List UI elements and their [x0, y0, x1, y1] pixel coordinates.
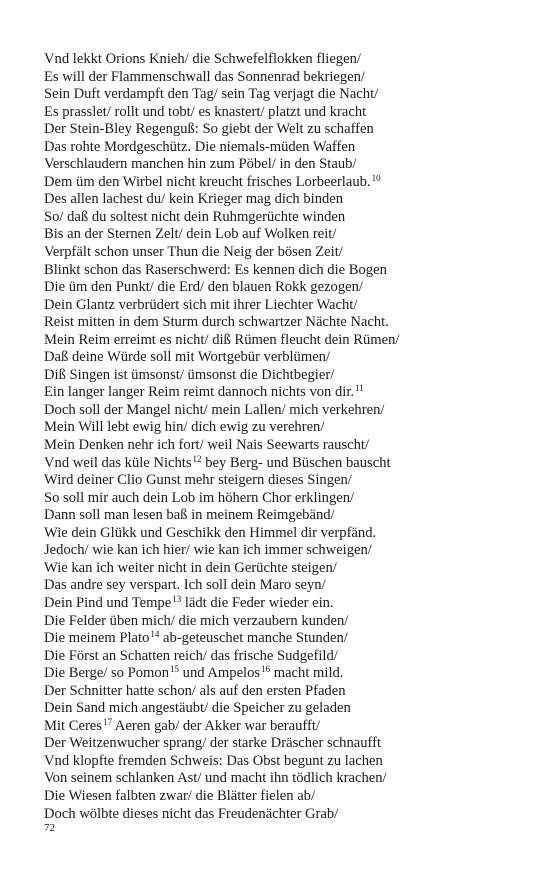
- poem-line: [44, 630, 544, 648]
- line-text: Die üm den Punkt/ die Erd/ den blauen Rokk gezogen/: [44, 279, 363, 296]
- poem-line: [44, 490, 544, 508]
- poem-line: [44, 718, 544, 736]
- poem-line: [44, 806, 544, 824]
- poem-line: [44, 595, 544, 613]
- line-text: Die Wiesen falbten zwar/ die Blätter fielen ab/: [44, 787, 316, 804]
- line-text: Sein Duft verdampft den Tag/ sein Tag verjagt die Nacht/: [44, 86, 379, 103]
- poem-line: [44, 735, 544, 753]
- line-text: Dein Glantz verbrüdert sich mit ihrer Liechter Wacht/: [44, 296, 358, 313]
- footnote-marker: 15: [170, 664, 179, 675]
- poem-line: [44, 384, 544, 402]
- poem-line: [44, 332, 544, 350]
- poem-line: [44, 419, 544, 437]
- line-text: Dem üm den Wirbel nicht kreucht frisches Lorbeerlaub.: [44, 173, 371, 190]
- poem-line: [44, 753, 544, 771]
- line-text: So soll mir auch dein Lob im höhern Chor erklingen/: [44, 489, 355, 506]
- line-text: Das andre sey verspart. Ich soll dein Maro seyn/: [44, 577, 326, 594]
- line-text: Diß Singen ist ümsonst/ ümsonst die Dichtbegier/: [44, 366, 335, 383]
- poem-line: [44, 788, 544, 806]
- line-text: Daß deine Würde soll mit Wortgebür verblümen/: [44, 349, 331, 366]
- line-text: Vnd lekkt Orions Knieh/ die Schwefelflokken fliegen/: [44, 51, 361, 67]
- poem-line: [44, 174, 544, 192]
- line-text: Dann soll man lesen baß in meinem Reimgebänd/: [44, 507, 335, 524]
- poem-line: [44, 665, 544, 683]
- footnote-marker: 10: [371, 172, 381, 183]
- line-text: Doch wölbte dieses nicht das Freudenächter Grab/: [44, 805, 339, 822]
- line-text: Die Berge/ so Pomon: [44, 665, 169, 682]
- line-text: Mein Reim erreimt es nicht/ diß Rümen fleucht dein Rümen/: [44, 331, 400, 348]
- poem-line: [44, 51, 544, 69]
- line-text: Wie dein Glükk und Geschikk den Himmel dir verpfänd.: [44, 524, 377, 541]
- poem-line: [44, 683, 544, 701]
- line-text: Es prasslet/ rollt und tobt/ es knastert/ platzt und kracht: [44, 103, 367, 120]
- poem-line: [44, 560, 544, 578]
- footnote-marker: 11: [355, 383, 364, 394]
- poem-line: [44, 700, 544, 718]
- line-text: Das rohte Mordgeschütz. Die niemals-müden Waffen: [44, 138, 356, 155]
- poem-line: [44, 613, 544, 631]
- line-text: Die Först an Schatten reich/ das frische Sudgefild/: [44, 647, 338, 664]
- line-text: Dein Sand mich angestäubt/ die Speicher zu geladen: [44, 700, 351, 717]
- line-text: Der Weitzenwucher sprang/ der starke Dräscher schnaufft: [44, 735, 382, 752]
- line-text: Blinkt schon das Raserschwerd: Es kennen dich die Bogen: [44, 261, 387, 278]
- line-text: Reist mitten in dem Sturm durch schwartzer Nächte Nacht.: [44, 314, 389, 331]
- line-text: Doch soll der Mangel nicht/ mein Lallen/ mich verkehren/: [44, 401, 385, 418]
- footnote-marker: 14: [150, 629, 160, 640]
- footnote-marker: 12: [192, 453, 202, 464]
- poem-line: [44, 69, 544, 87]
- poem-line: [44, 86, 544, 104]
- poem-line: [44, 279, 544, 297]
- line-text: Der Stein-Bley Regenguß: So giebt der Welt zu schaffen: [44, 121, 374, 138]
- line-text: bey Berg- und Büschen bauscht: [201, 454, 391, 471]
- line-text: ab-geteuschet manche Stunden/: [159, 630, 348, 647]
- page-number: 72: [44, 822, 55, 834]
- poem-line: [44, 367, 544, 385]
- line-text: Verpfält schon unser Thun die Neig der bösen Zeit/: [44, 244, 343, 261]
- line-text: Verschlaudern manchen hin zum Pöbel/ in den Staub/: [44, 156, 357, 173]
- poem-line: [44, 648, 544, 666]
- line-text: Mein Denken nehr ich fort/ weil Nais Seewarts rauscht/: [44, 437, 370, 454]
- line-text: Wird deiner Clio Gunst mehr steigern dieses Singen/: [44, 472, 352, 489]
- line-text: Jedoch/ wie kan ich hier/ wie kan ich immer schweigen/: [44, 542, 372, 559]
- poem-line: [44, 437, 544, 455]
- line-text: Bis an der Sternen Zelt/ dein Lob auf Wolken reit/: [44, 226, 337, 243]
- poem-line: [44, 472, 544, 490]
- poem-text: [44, 51, 544, 823]
- line-text: Vnd klopfte fremden Schweis: Das Obst begunt zu lachen: [44, 752, 383, 769]
- line-text: macht mild.: [270, 665, 344, 682]
- footnote-marker: 17: [102, 716, 112, 727]
- line-text: Wie kan ich weiter nicht in dein Gerüchte steigen/: [44, 559, 337, 576]
- line-text: Des allen lachest du/ kein Krieger mag dich binden: [44, 191, 344, 208]
- poem-line: [44, 297, 544, 315]
- footnote-marker: 16: [261, 664, 271, 675]
- line-text: Aeren gab/ der Akker war beraufft/: [111, 717, 320, 734]
- line-text: Ein langer langer Reim reimt dannoch nichts von dir.: [44, 384, 355, 401]
- poem-line: [44, 262, 544, 280]
- poem-line: [44, 349, 544, 367]
- poem-line: [44, 507, 544, 525]
- line-text: Dein Pind und Tempe: [44, 594, 172, 611]
- poem-line: [44, 156, 544, 174]
- poem-line: [44, 525, 544, 543]
- poem-line: [44, 244, 544, 262]
- line-text: Die Felder üben mich/ die mich verzaubern kunden/: [44, 612, 349, 629]
- poem-line: [44, 191, 544, 209]
- line-text: Die meinem Plato: [44, 630, 150, 647]
- poem-line: [44, 104, 544, 122]
- line-text: und Ampelos: [179, 665, 261, 682]
- poem-line: [44, 402, 544, 420]
- line-text: Vnd weil das küle Nichts: [44, 454, 192, 471]
- line-text: Mein Will lebt ewig hin/ dich ewig zu verehren/: [44, 419, 325, 436]
- poem-line: [44, 770, 544, 788]
- poem-line: [44, 577, 544, 595]
- line-text: Der Schnitter hatte schon/ als auf den ersten Pfaden: [44, 682, 346, 699]
- poem-line: [44, 121, 544, 139]
- poem-line: [44, 209, 544, 227]
- poem-line: [44, 455, 544, 473]
- poem-line: [44, 542, 544, 560]
- footnote-marker: 13: [172, 593, 182, 604]
- line-text: Von seinem schlanken Ast/ und macht ihn tödlich krachen/: [44, 770, 387, 787]
- line-text: Es will der Flammenschwall das Sonnenrad bekriegen/: [44, 68, 365, 85]
- poem-line: [44, 139, 544, 157]
- poem-line: [44, 314, 544, 332]
- poem-line: [44, 226, 544, 244]
- line-text: lädt die Feder wieder ein.: [181, 594, 334, 611]
- line-text: So/ daß du soltest nicht dein Ruhmgerüchte winden: [44, 208, 346, 225]
- line-text: Mit Ceres: [44, 717, 102, 734]
